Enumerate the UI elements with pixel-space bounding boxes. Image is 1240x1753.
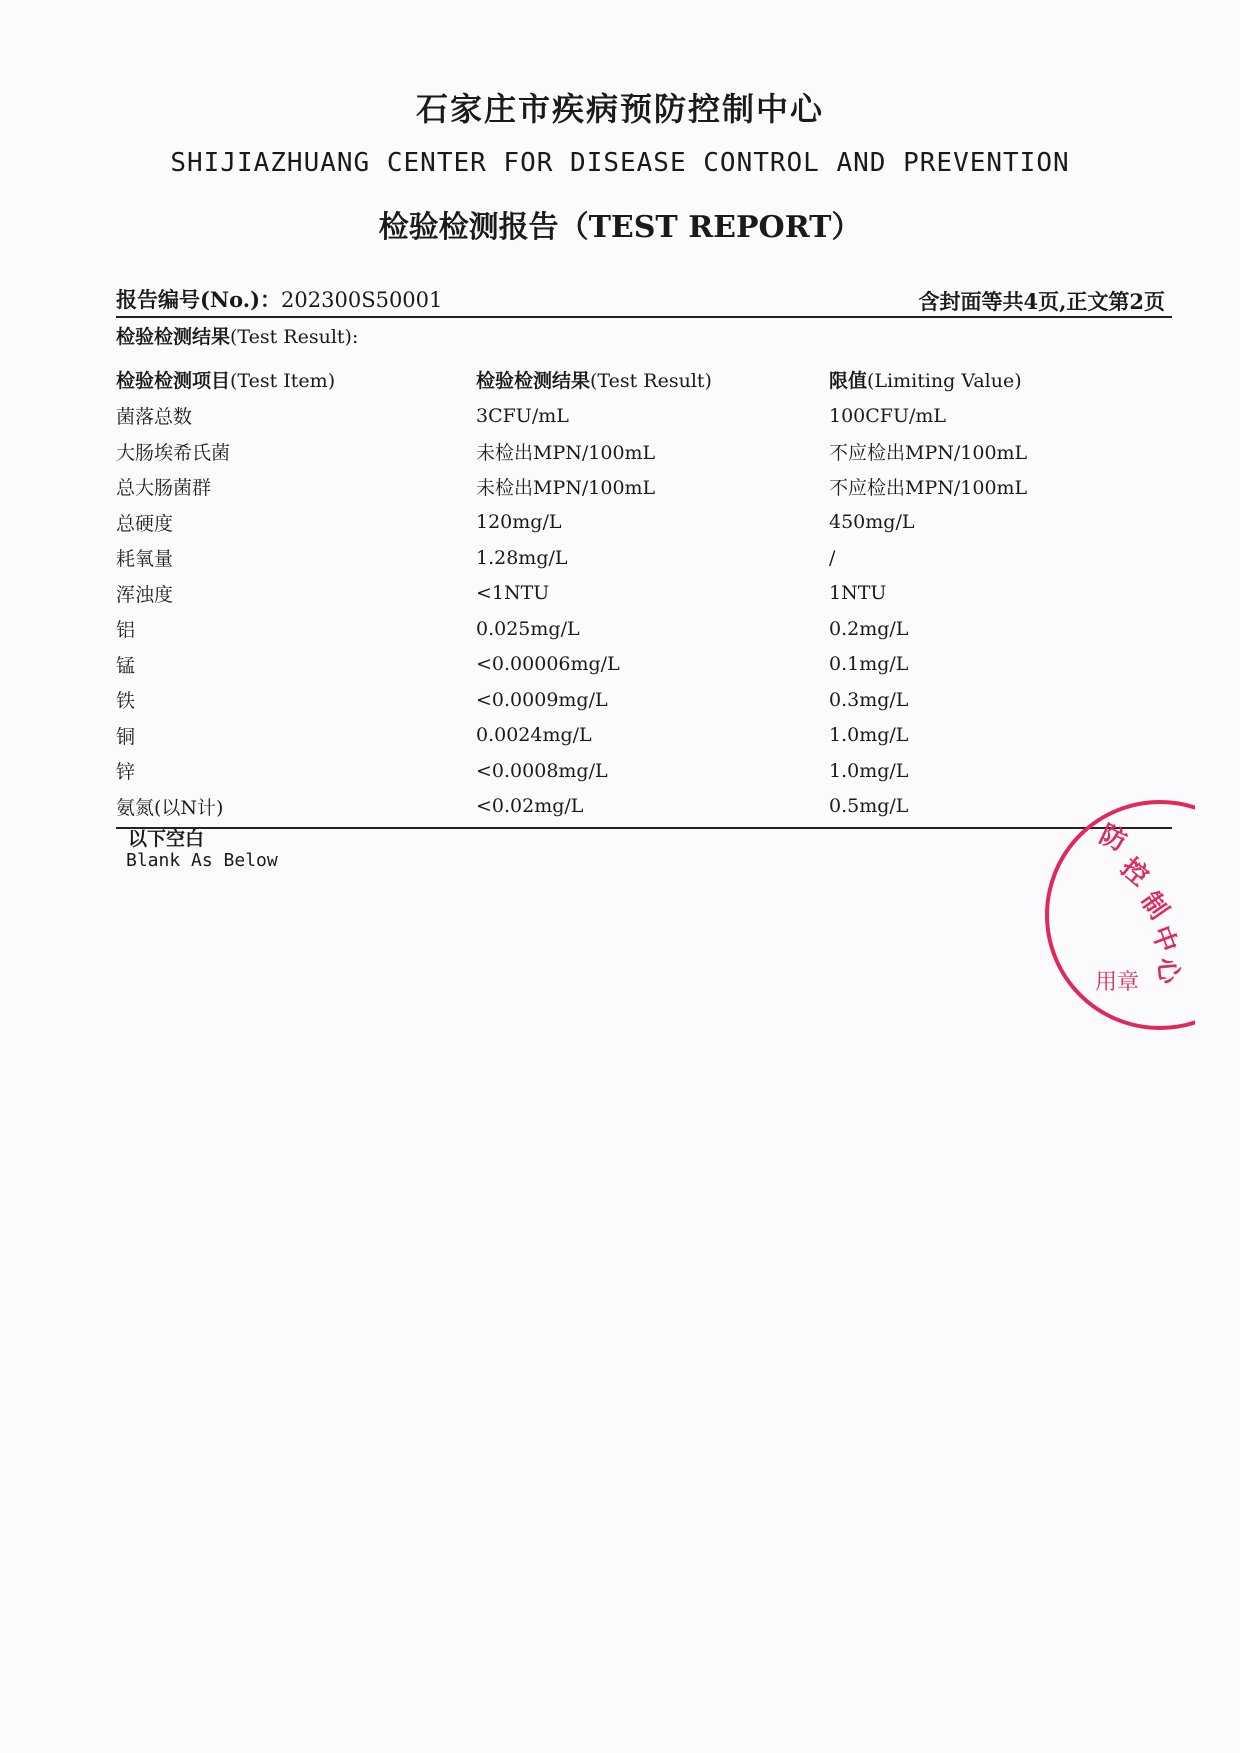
blank-below-cn: 以下空白	[128, 828, 205, 850]
table-row	[116, 789, 1172, 825]
header-limiting-value-cn: 限值	[829, 369, 868, 392]
cell-result: 未检出MPN/100mL	[476, 441, 656, 464]
cell-result: <0.0009mg/L	[476, 688, 608, 711]
seal-char: 制	[1134, 886, 1174, 926]
cell-limit: 不应检出MPN/100mL	[829, 477, 1028, 500]
cell-item: 菌落总数	[116, 406, 193, 429]
cell-result: <1NTU	[476, 582, 550, 605]
cell-item: 氨氮(以N计)	[116, 796, 224, 819]
header-limiting-value-en: (Limiting Value)	[867, 369, 1022, 392]
seal-char: 防	[1094, 819, 1132, 858]
header-test-result	[476, 360, 829, 398]
results-table	[116, 360, 1172, 824]
cell-result: 1.28mg/L	[476, 546, 568, 569]
table-row	[116, 505, 1172, 541]
cell-limit: /	[829, 546, 836, 569]
cell-limit: 450mg/L	[829, 511, 915, 534]
header-test-item	[116, 360, 476, 398]
section-heading-en: (Test Result):	[230, 326, 359, 348]
cell-limit: 1NTU	[829, 582, 887, 605]
cell-limit: 100CFU/mL	[829, 404, 947, 427]
cell-limit: 0.5mg/L	[829, 795, 909, 818]
cell-limit: 0.2mg/L	[829, 617, 909, 640]
cell-item: 总大肠菌群	[116, 477, 212, 500]
cell-result: 120mg/L	[476, 511, 562, 534]
table-row	[116, 611, 1172, 647]
header-limiting-value	[829, 360, 1172, 398]
seal-char: 中	[1145, 922, 1183, 957]
cell-result: <0.02mg/L	[476, 795, 584, 818]
cell-result: 未检出MPN/100mL	[476, 477, 656, 500]
cell-limit: 1.0mg/L	[829, 724, 909, 747]
cell-item: 耗氧量	[116, 548, 174, 571]
cell-item: 锌	[116, 761, 136, 784]
cell-result: 0.025mg/L	[476, 617, 580, 640]
header-test-result-cn: 检验检测结果	[476, 369, 591, 392]
cell-result: 3CFU/mL	[476, 404, 569, 427]
cell-item: 铜	[116, 725, 136, 748]
table-header-row	[116, 360, 1172, 398]
cell-limit: 不应检出MPN/100mL	[829, 441, 1028, 464]
report-number	[116, 284, 442, 314]
seal-sub-text: 用章	[1095, 970, 1140, 995]
cell-result: <0.0008mg/L	[476, 759, 608, 782]
cell-limit: 0.1mg/L	[829, 653, 909, 676]
seal-char: 控	[1114, 852, 1155, 893]
cell-item: 总硬度	[116, 512, 174, 535]
cell-limit: 1.0mg/L	[829, 759, 909, 782]
section-heading-cn: 检验检测结果	[116, 326, 231, 348]
cell-item: 铁	[116, 690, 136, 713]
cell-result: 0.0024mg/L	[476, 724, 592, 747]
header-test-item-cn: 检验检测项目	[116, 369, 231, 392]
report-number-value: 202300S50001	[281, 288, 443, 312]
blank-below-en: Blank As Below	[126, 850, 278, 871]
table-row	[116, 469, 1172, 505]
top-divider	[116, 316, 1172, 318]
cell-result: <0.00006mg/L	[476, 653, 620, 676]
page-info: 含封面等共4页,正文第2页	[918, 289, 1165, 314]
cell-item: 浑浊度	[116, 583, 174, 606]
header-test-item-en: (Test Item)	[230, 369, 336, 392]
report-number-label: 报告编号(No.)：	[116, 287, 282, 312]
table-row	[116, 718, 1172, 754]
table-row	[116, 647, 1172, 683]
organization-title-en: SHIJIAZHUANG CENTER FOR DISEASE CONTROL AND PREVENTION	[170, 148, 1070, 178]
header-test-result-en: (Test Result)	[590, 369, 712, 392]
section-heading	[116, 322, 358, 349]
bottom-divider	[116, 827, 1172, 829]
cell-item: 铝	[116, 619, 136, 642]
official-seal	[1045, 800, 1195, 1040]
cell-item: 锰	[116, 654, 136, 677]
table-row	[116, 434, 1172, 470]
table-row	[116, 540, 1172, 576]
table-row	[116, 682, 1172, 718]
table-row	[116, 398, 1172, 434]
table-row	[116, 753, 1172, 789]
seal-char: 心	[1151, 956, 1184, 985]
report-title: 检验检测报告（TEST REPORT）	[378, 210, 862, 245]
table-row	[116, 576, 1172, 612]
organization-title-cn: 石家庄市疾病预防控制中心	[415, 90, 824, 128]
cell-item: 大肠埃希氏菌	[116, 441, 231, 464]
cell-limit: 0.3mg/L	[829, 688, 909, 711]
